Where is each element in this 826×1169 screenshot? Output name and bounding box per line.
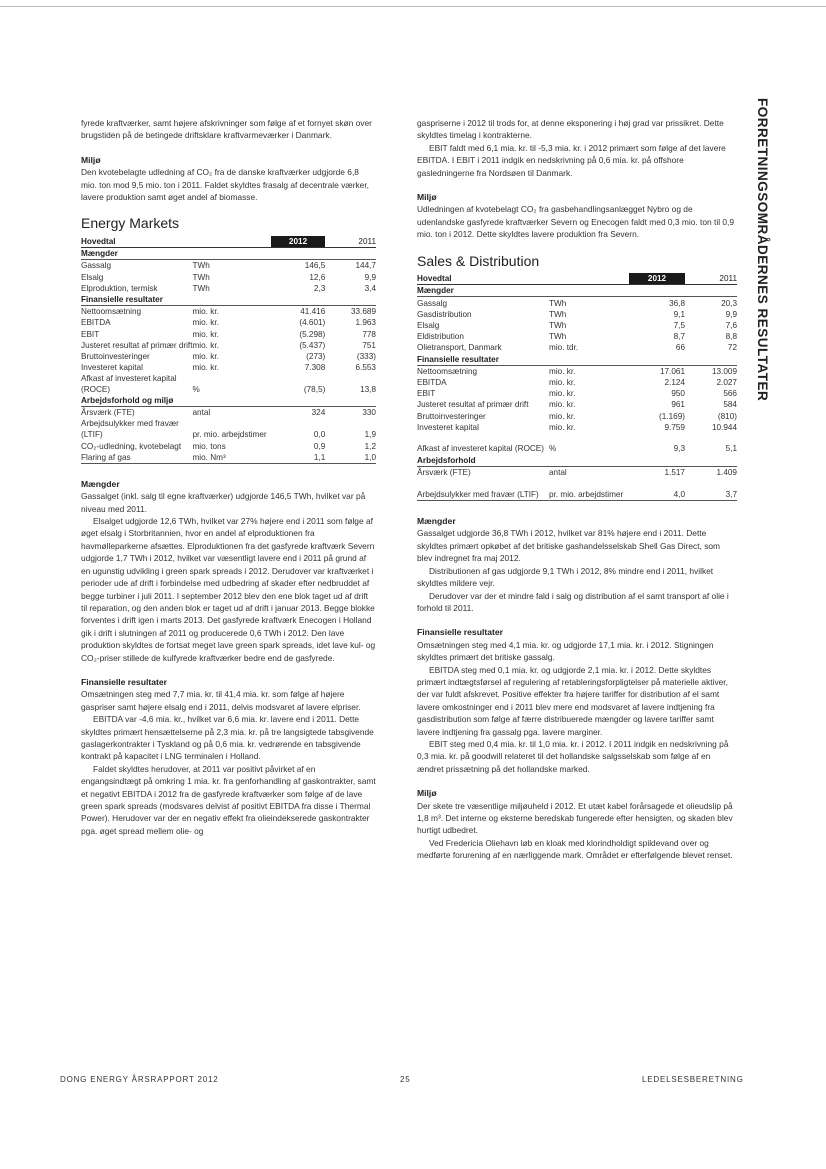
table-row — [417, 410, 737, 421]
table-cell-unit — [549, 353, 629, 365]
table-cell-label: Elsalg — [417, 321, 440, 330]
table-header-year-2011: 2011 — [325, 236, 376, 248]
table-section-row — [81, 395, 376, 407]
table-cell-value-2012: 4,0 — [629, 478, 685, 501]
table-section-row — [417, 353, 737, 365]
table-cell-label: Olietransport, Danmark — [417, 343, 502, 353]
table-header-year-2011: 2011 — [685, 273, 737, 285]
table-cell-value-2012: 8,7 — [673, 332, 685, 342]
right-miljo-text: Udledningen af kvotebelagt CO₂ fra gasbehandlingsanlægget Nybro og de udenlandske gasfyrede kraftværker Severn og Enecogen faldt med 0,3 mio. ton til 0,9 mio. ton i 2012. Dette skyldtes lavere produktion fra Severn. — [417, 204, 735, 240]
table-cell-value-2012: 146,5 — [304, 261, 326, 271]
table-row — [81, 317, 376, 328]
table-cell-label: Investeret kapital — [417, 422, 479, 432]
table-cell-value-2011: 9,9 — [725, 309, 737, 319]
table-row — [417, 466, 737, 478]
right-miljo-heading: Miljø — [417, 192, 437, 203]
right-maengder-p3: Derudover var der et mindre fald i salg og distribution af el samt transport af olie i forhold til 2011. — [417, 590, 729, 613]
table-cell-unit — [549, 455, 629, 467]
right-intro-p1: gaspriserne i 2012 til trods for, at denne eksponering i høj grad var prissikret. Dette skyldtes timelag i kontrakterne. — [417, 118, 724, 141]
table-cell-label: Arbejdsulykker med fravær (LTIF) — [81, 419, 179, 439]
right-maengder-p2: Distributionen af gas udgjorde 9,1 TWh i 2012, 8% mindre end i 2011, hvilket skyldtes mildere vejr. — [417, 565, 714, 589]
table-cell-value-2012 — [271, 395, 326, 407]
table-cell-value-2012: 7,5 — [673, 321, 685, 330]
table-cell-value-2011 — [685, 353, 737, 365]
table-header-unit — [192, 236, 270, 248]
right-fin-p1: Omsætningen steg med 4,1 mia. kr. og udgjorde 17,1 mia. kr. i 2012. Stigningen skyldtes primært det britiske gassalg. — [417, 639, 714, 663]
table-cell-unit: mio. kr. — [549, 400, 576, 410]
table-cell-label: Afkast af investeret kapital (ROCE) — [417, 444, 544, 454]
table-cell-value-2011: (333) — [356, 351, 376, 361]
left-maengder-p2: Elsalget udgjorde 12,6 TWh, hvilket var 27% højere end i 2011 som følge af øget elsalg i Storbritannien, hvor en andel af elproduktionen fra havmølleparkerne afsættes. Elproduktionen fra det gasfyrede kraftværk Severn udgjorde 1,7 TWh i 2012, hvilket var væsentligt lavere end i 2011 på grund af en ugunstig udvikling i green spark spreads i 2012. Derudover var kraftværket i perioder ude af drift i forbindelse med udbedring af skader efter nedbruddet af begge turbiner i juli 2011. I september 2012 blev den ene blok taget ud af drift til reparation, og den anden blok er taget ud af drift i januar 2013. Begge blokke forventes i drift igen i marts 2013. Det gasfyrede kraftværk Enecogen i Holland gik i drift i slutningen af 2011 og producerede 0,6 TWh i 2012. Den lave produktion skyldtes de fortsat meget lave green spark spreads, idet lave kul- og CO₂-priser stillede de kulfyrede kraftværker bedre end de gasfyrede. — [81, 516, 376, 663]
left-fin-p3: Faldet skyldtes herudover, at 2011 var positivt påvirket af en engangsindtægt på omkring 1 mia. kr. fra genforhandling af gaskontrakter, samt et negativt EBITDA i 2012 fra de gasfyrede kraftværker som følge af de lave green spark spreads (modsvares delvist af positivt EBITDA fra disse i Thermal Power). Herudover var der en negativ effekt fra olieindekserede gaskontrakter pga. øget spread mellem olie- og — [81, 763, 376, 836]
table-cell-value-2011: 584 — [723, 400, 737, 410]
table-section-row — [81, 294, 376, 306]
table-row — [417, 365, 737, 377]
table-cell-value-2012: 950 — [671, 389, 685, 399]
table-row — [417, 377, 737, 388]
table-cell-value-2011: 751 — [362, 340, 376, 350]
table-cell-value-2011: 7,6 — [725, 321, 737, 330]
table-cell-label: Arbejdsforhold og miljø — [81, 395, 192, 407]
table-cell-unit: mio. kr. — [192, 318, 219, 328]
table-cell-unit: mio. tdr. — [549, 343, 579, 353]
table-cell-value-2012: (78,5) — [303, 384, 326, 394]
table-cell-unit: mio. kr. — [192, 307, 219, 317]
table-cell-unit: mio. kr. — [549, 389, 576, 399]
table-cell-unit: % — [549, 444, 557, 454]
right-intro-p2: EBIT faldt med 6,1 mia. kr. til -5,3 mia. kr. i 2012 primært som følge af det lavere EBITDA. I EBIT i 2011 indgik en nedskrivning på 0,6 mia. kr. på offshore gasledningerne fra Nordsøen til Danmark. — [417, 142, 726, 178]
table-cell-value-2011: 3,4 — [364, 283, 376, 293]
table-cell-unit: TWh — [192, 261, 210, 271]
table-cell-label: EBIT — [81, 329, 100, 339]
table-cell-value-2011: 1,0 — [325, 452, 376, 464]
table-cell-unit: pr. mio. arbejdstimer — [549, 478, 629, 501]
right-fin-p3: EBIT steg med 0,4 mia. kr. til 1,0 mia. kr. i 2012. I 2011 indgik en nedskrivning på 0,3 mia. kr. på goodwill relateret til det hollandske salgsselskab som følge af en ændret prissætning på det hollandske marked. — [417, 738, 729, 774]
table-cell-label: Årsværk (FTE) — [417, 468, 471, 478]
table-section-row — [417, 285, 737, 297]
table-header-year-2012: 2012 — [271, 236, 326, 248]
table-cell-value-2012: 9.759 — [664, 422, 685, 432]
left-maengder-p1: Gassalget (inkl. salg til egne kraftværker) udgjorde 146,5 TWh, hvilket var på niveau med 2011. — [81, 491, 366, 514]
table-cell-unit: % — [192, 384, 200, 394]
table-row — [81, 340, 376, 351]
table-cell-label: Eldistribution — [417, 332, 464, 342]
right-maengder-heading: Mængder — [417, 516, 456, 527]
left-fin-heading: Finansielle resultater — [81, 676, 167, 687]
right-fin-heading: Finansielle resultater — [417, 627, 503, 638]
table-section-row — [81, 248, 376, 260]
table-cell-value-2012: (1.169) — [659, 411, 685, 421]
table-cell-label: Justeret resultat af primær drift — [417, 400, 529, 410]
table-cell-value-2012: 961 — [671, 400, 685, 410]
table-row — [81, 373, 376, 395]
table-row — [417, 320, 737, 331]
table-cell-label: Bruttoinvesteringer — [417, 411, 486, 421]
table-cell-label: Mængder — [81, 248, 192, 260]
table-cell-label: Mængder — [417, 285, 549, 297]
table-cell-value-2011: 72 — [727, 343, 737, 353]
footer-section: LEDELSESBERETNING — [642, 1075, 744, 1084]
table-cell-value-2012: (5.437) — [299, 340, 326, 350]
table-row — [417, 478, 737, 501]
table-cell-value-2012 — [271, 294, 326, 306]
table-cell-value-2012: (5.298) — [299, 329, 326, 339]
sales-distribution-table — [417, 273, 737, 501]
table-cell-label: EBITDA — [81, 318, 111, 328]
table-cell-value-2011: (810) — [717, 411, 737, 421]
table-section-row — [417, 455, 737, 467]
energy-markets-title: Energy Markets — [81, 215, 180, 232]
table-cell-label: Gassalg — [417, 298, 448, 308]
table-row — [417, 433, 737, 455]
table-cell-label: Finansielle resultater — [417, 353, 549, 365]
table-row — [81, 271, 376, 282]
table-cell-value-2011 — [685, 285, 737, 297]
table-cell-value-2011: 778 — [362, 329, 376, 339]
left-fin-p1: Omsætningen steg med 7,7 mia. kr. til 41,4 mia. kr. som følge af højere gaspriser samt højere elsalg end i 2011, delvis modsvaret af lavere elpriser. — [81, 689, 361, 712]
table-cell-value-2012: 12,6 — [309, 272, 326, 282]
table-cell-value-2011 — [325, 248, 376, 260]
table-row — [81, 283, 376, 294]
table-header-year-2012: 2012 — [629, 273, 685, 285]
table-cell-value-2011: 144,7 — [355, 261, 376, 271]
table-cell-value-2011: 5,1 — [725, 444, 737, 454]
table-row — [81, 407, 376, 419]
table-cell-unit — [192, 395, 270, 407]
table-cell-label: Gassalg — [81, 261, 112, 271]
table-cell-value-2011: 9,9 — [364, 272, 376, 282]
table-cell-label: Flaring af gas — [81, 452, 192, 464]
table-row — [417, 297, 737, 309]
table-cell-label: Elsalg — [81, 272, 104, 282]
table-cell-value-2012: (4.601) — [299, 318, 326, 328]
table-cell-unit: pr. mio. arbejdstimer — [192, 429, 267, 439]
table-cell-value-2012: 0,0 — [313, 429, 326, 439]
table-cell-unit: TWh — [192, 272, 210, 282]
table-row — [81, 440, 376, 451]
sales-distribution-title: Sales & Distribution — [417, 252, 540, 269]
table-cell-unit: TWh — [192, 283, 210, 293]
table-row — [417, 342, 737, 353]
table-row — [81, 305, 376, 317]
left-fin-p2: EBITDA var -4,6 mia. kr., hvilket var 6,6 mia. kr. lavere end i 2011. Dette skyldtes primært hensættelserne på 2,3 mia. kr. på tre langsigtede tabsgivende gaslagerkontrakter i Tyskland og på 0,6 mia. kr. vedrørende en tabsgivende kontrakt på kapacitet i LNG terminalen i Holland. — [81, 714, 374, 762]
table-cell-label: EBIT — [417, 389, 436, 399]
table-cell-value-2012: 1,1 — [271, 452, 326, 464]
table-cell-label: Arbejdsforhold — [417, 455, 549, 467]
table-cell-unit: mio. kr. — [549, 411, 576, 421]
table-cell-value-2012: 66 — [675, 343, 685, 353]
table-cell-unit: antal — [549, 468, 567, 478]
table-cell-value-2011: 2.027 — [716, 377, 737, 387]
table-cell-value-2012: 9,3 — [673, 444, 685, 454]
left-miljo-heading: Miljø — [81, 154, 101, 165]
table-cell-unit: mio. Nm³ — [192, 452, 270, 464]
table-header-unit — [549, 273, 629, 285]
table-cell-value-2012: 1.517 — [664, 468, 685, 478]
table-row — [81, 328, 376, 339]
table-cell-label: Arbejdsulykker med fravær (LTIF) — [417, 478, 549, 501]
table-cell-value-2012: 41.416 — [300, 307, 326, 317]
table-cell-unit: TWh — [549, 298, 567, 308]
top-rule — [0, 6, 826, 7]
table-cell-label: Nettoomsætning — [417, 366, 478, 376]
table-row — [417, 331, 737, 342]
right-miljo2-heading: Miljø — [417, 788, 437, 799]
table-row — [417, 309, 737, 320]
table-cell-label: EBITDA — [417, 377, 447, 387]
table-cell-unit: mio. kr. — [192, 351, 219, 361]
table-cell-value-2012: 2.124 — [664, 377, 685, 387]
table-cell-unit — [192, 248, 270, 260]
table-cell-value-2011: 1,9 — [364, 429, 376, 439]
footer-page-number: 25 — [400, 1075, 411, 1084]
table-cell-value-2011: 330 — [362, 408, 376, 418]
table-cell-value-2011 — [685, 455, 737, 467]
energy-markets-table — [81, 236, 376, 464]
table-cell-value-2011: 13.009 — [711, 366, 737, 376]
table-cell-value-2012: (273) — [306, 351, 326, 361]
table-row — [417, 388, 737, 399]
table-cell-label: Investeret kapital — [81, 363, 143, 373]
table-row — [417, 422, 737, 433]
table-header-label: Hovedtal — [81, 236, 192, 248]
table-cell-label: Finansielle resultater — [81, 294, 192, 306]
table-row — [81, 260, 376, 272]
table-cell-value-2012: 9,1 — [673, 309, 685, 319]
table-cell-value-2011: 6.553 — [355, 363, 376, 373]
table-cell-label: Nettoomsætning — [81, 307, 142, 317]
table-cell-value-2012: 2,3 — [313, 283, 326, 293]
right-miljo2-p1: Der skete tre væsentlige miljøuheld i 2012. Et utæt kabel forårsagede et olieudslip på 1,8 m³. Det interne og eksterne beredskab fungerede efter hensigten, og skaden blev hurtigt udbedret. — [417, 800, 733, 836]
table-cell-value-2012 — [629, 455, 685, 467]
table-row — [417, 399, 737, 410]
table-cell-value-2012 — [629, 353, 685, 365]
table-cell-value-2011: 33.689 — [350, 307, 376, 317]
table-cell-unit: TWh — [549, 332, 567, 342]
table-cell-value-2011: 1,2 — [364, 441, 376, 451]
table-cell-value-2011: 1.963 — [355, 318, 376, 328]
left-miljo-text: Den kvotebelagte udledning af CO₂ fra de danske kraftværker udgjorde 6,8 mio. ton mod 9,5 mio. ton i 2011. Faldet skyldtes frasalg af decentrale værker, lavere produktion samt øget andel af biomasse. — [81, 167, 369, 203]
table-cell-unit: mio. tons — [192, 441, 226, 451]
table-cell-unit: mio. kr. — [192, 329, 219, 339]
table-header-row — [417, 273, 737, 285]
table-cell-unit: antal — [192, 408, 211, 418]
table-cell-label: CO₂-udledning, kvotebelagt — [81, 441, 182, 451]
table-cell-unit: TWh — [549, 309, 567, 319]
table-cell-unit — [192, 294, 270, 306]
table-cell-value-2011: 566 — [723, 389, 737, 399]
table-cell-value-2012: 324 — [311, 408, 326, 418]
table-row — [81, 351, 376, 362]
table-header-row — [81, 236, 376, 248]
table-cell-label: Elproduktion, termisk — [81, 283, 158, 293]
table-cell-value-2012: 36,8 — [669, 298, 685, 308]
table-cell-unit: mio. kr. — [192, 363, 219, 373]
table-cell-unit — [549, 285, 629, 297]
table-cell-label: Bruttoinvesteringer — [81, 351, 150, 361]
table-cell-value-2011: 3,7 — [685, 478, 737, 501]
table-cell-label: Årsværk (FTE) — [81, 408, 135, 418]
table-cell-value-2011 — [325, 395, 376, 407]
table-cell-value-2012: 7.308 — [304, 363, 326, 373]
table-cell-value-2011: 8,8 — [725, 332, 737, 342]
table-cell-value-2012: 17.061 — [659, 366, 685, 376]
table-cell-unit: TWh — [549, 321, 567, 330]
table-cell-unit: mio. kr. — [549, 377, 576, 387]
right-miljo2-p2: Ved Fredericia Oliehavn løb en kloak med klorindholdigt spildevand over og medførte forurening af en nærliggende mark. Området er efterfølgende blevet renset. — [417, 837, 733, 861]
right-column — [417, 117, 737, 862]
table-row — [81, 362, 376, 373]
table-cell-value-2012 — [629, 285, 685, 297]
table-cell-value-2011: 20,3 — [721, 298, 737, 308]
table-row — [81, 452, 376, 464]
table-cell-value-2012 — [271, 248, 326, 260]
left-maengder-heading: Mængder — [81, 478, 120, 489]
table-cell-label: Justeret resultat af primær drift — [81, 340, 193, 350]
sidebar-title: FORRETNINGSOMRÅDERNES RESULTATER — [755, 98, 770, 402]
table-cell-value-2012: 0,9 — [313, 441, 326, 451]
left-column — [81, 117, 376, 837]
table-header-label: Hovedtal — [417, 273, 549, 285]
footer-report-name: DONG ENERGY ÅRSRAPPORT 2012 — [60, 1075, 219, 1084]
table-cell-unit: mio. kr. — [549, 366, 576, 376]
table-cell-value-2011: 13,8 — [360, 384, 376, 394]
section-sidebar — [756, 98, 770, 428]
table-cell-unit: mio. kr. — [549, 422, 576, 432]
table-cell-value-2011: 1.409 — [716, 468, 737, 478]
table-row — [81, 418, 376, 440]
table-cell-label: Afkast af investeret kapital (ROCE) — [81, 374, 177, 394]
left-intro: fyrede kraftværker, samt højere afskrivninger som følge af et fornyet skøn over brugstiden på de betingede driftsklare kraftvarmeværker i Danmark. — [81, 118, 372, 141]
right-maengder-p1: Gassalget udgjorde 36,8 TWh i 2012, hvilket var 81% højere end i 2011. Dette skyldtes primært opkøbet af det britiske gashandelsselskab Shell Gas Direct, som blev indregnet fra maj 2012. — [417, 528, 721, 564]
table-cell-value-2011: 10.944 — [711, 422, 737, 432]
table-cell-unit: mio. kr. — [192, 340, 219, 350]
table-cell-value-2011 — [325, 294, 376, 306]
right-fin-p2: EBITDA steg med 0,1 mia. kr. og udgjorde 2,1 mia. kr. i 2012. Dette skyldtes primært indtægtsførsel af regulering af retableringsforpligtelser på materielle aktiver, der var fuldt afskrevet. Positive effekter fra højere tariffer for distribution af el samt lavere omkostninger end i 2011 blev mere end modsvaret af lavere indtjening fra gasdistribution som følge af færre distribuerede mængder og lavere tariffer samt lavere indtjening fra gassalg pga. lavere marginer. — [417, 664, 728, 737]
table-cell-label: Gasdistribution — [417, 309, 472, 319]
